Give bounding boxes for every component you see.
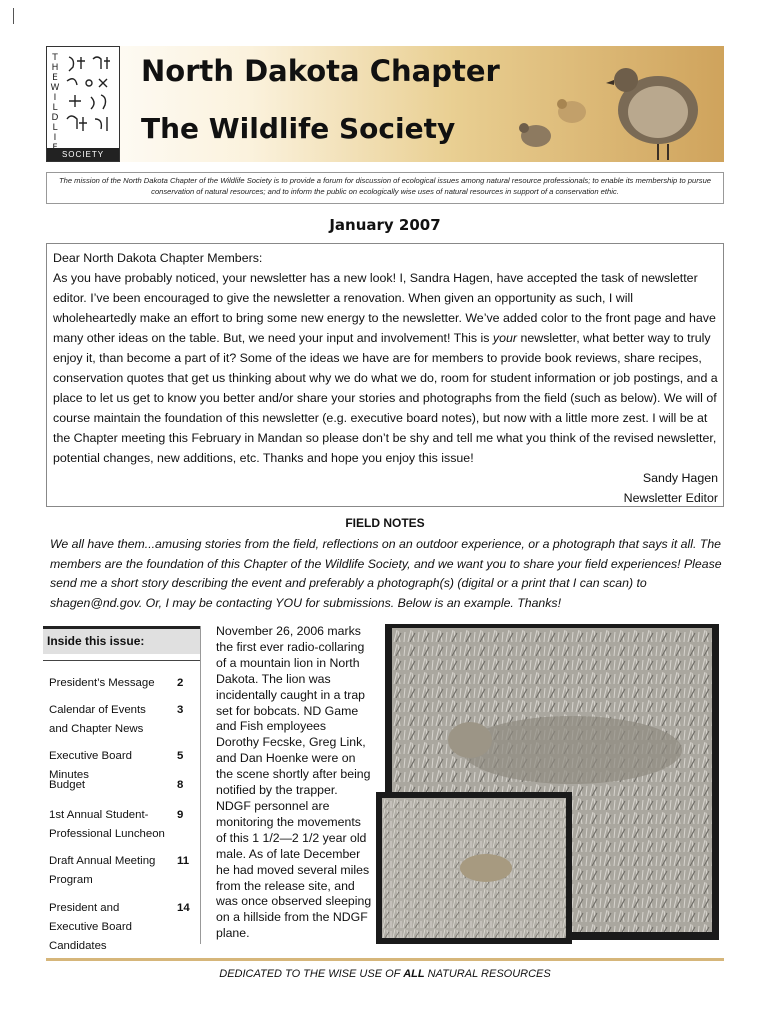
toc-item-page: 11 — [177, 855, 190, 867]
footer-slogan — [0, 968, 770, 980]
hieroglyph-icon — [61, 53, 117, 141]
letter-body — [53, 268, 718, 468]
letter-body-emphasis: your — [492, 331, 518, 345]
letter-body-part2: newsletter, what better way to truly enjoy it, than become a part of it? Some of the ideas we have are for members to provide book reviews, share recipes, conservation quotes that get us thinking about why we do what we do, room for student information or job postings, and a place to let us get to know you better and/or share your stories and photographs from the field (such as below). We will of course maintain the foundation of this newsletter (e.g. executive board notes), but now with a little more zest. I will be at the Chapter meeting this February in Mandan so please don’t be shy and tell me what you think of the revised newsletter, potential changes, new additions, etc. Thanks and hope you enjoy this issue! — [53, 331, 718, 465]
toc-item-page: 2 — [177, 677, 184, 689]
logo-letter: I — [53, 93, 57, 103]
mission-statement: The mission of the North Dakota Chapter of the Wildlife Society is to provide a forum for discussion of ecological issues among natural resource professionals; to enable its membership to pursue conservation of natural resources; and to inform the public on ecologically wise uses of natural resources in support of a conservation ethic. — [46, 172, 724, 204]
toc-item-page: 3 — [177, 704, 184, 716]
footer-slogan-part2: NATURAL RESOURCES — [424, 968, 551, 980]
editor-letter — [46, 243, 724, 507]
logo-letters — [50, 53, 60, 163]
footer-slogan-part1: DEDICATED TO THE WISE USE OF — [219, 968, 404, 980]
grouse-illustration-icon — [508, 50, 724, 162]
toc-item-label: Draft Annual Meeting Program — [49, 855, 156, 886]
mountain-lion-photo-inset — [382, 798, 566, 938]
toc-heading: Inside this issue: — [43, 626, 200, 654]
signature-name: Sandy Hagen — [642, 471, 718, 485]
logo-society-text: SOCIETY — [47, 148, 119, 161]
logo-letter: I — [53, 133, 57, 143]
field-notes-heading: FIELD NOTES — [345, 516, 425, 530]
letter-body-part1: As you have probably noticed, your newsletter has a new look! I, Sandra Hagen, have accepted the task of newsletter editor. I’ve been encouraged to give the newsletter a renovation. When given an opportunity as such, I will wholeheartedly make an effort to bring some new energy to the newsletter. We’ve added color to the front page and have many other ideas on the table. But, we need your input and involvement! This is — [53, 271, 716, 345]
logo-letter: T — [52, 53, 58, 63]
toc-item-label: President and Executive Board Candidates — [49, 902, 132, 952]
logo-letter: H — [51, 63, 59, 73]
masthead-title-line2: The Wildlife Society — [141, 112, 456, 145]
toc-divider — [43, 660, 200, 661]
society-logo — [46, 46, 120, 162]
toc-item-page: 14 — [177, 902, 190, 914]
toc-item-page: 9 — [177, 809, 184, 821]
logo-letter: L — [52, 123, 58, 133]
signature-title: Newsletter Editor — [623, 491, 718, 505]
field-notes-intro: We all have them...amusing stories from the field, reflections on an outdoor experience, or a photograph that says it all. The members are the foundation of this Chapter of the Wildlife Society, and we want you to share your field experiences! Please send me a short story describing the event and preferably a photograph(s) (digital or a print that I can scan) to shagen@nd.gov. Or, I may be contacting YOU for submissions. Below is an example. Thanks! — [50, 537, 722, 610]
toc-item-page: 5 — [177, 750, 184, 762]
mountain-lion-story: November 26, 2006 marks the first ever radio-collaring of a mountain lion in North Dakota. The lion was incidentally caught in a trap set for bobcats. ND Game and Fish employees Dorothy Fecske, Greg Link, and Dan Hoenke were on the scene shortly after being notified by the trapper. NDGF personnel are monitoring the movements of this 1 1/2—2 1/2 year old male. As of late December he had moved several miles from the release site, and was once observed sleeping on a hillside from the NDGF plane. — [216, 624, 372, 941]
toc-item-label: Executive Board Minutes — [49, 750, 132, 781]
issue-date: January 2007 — [329, 216, 441, 234]
footer-slogan-emphasis: ALL — [403, 968, 425, 980]
corner-mark — [13, 8, 14, 24]
toc-item-label: President’s Message — [49, 677, 155, 689]
logo-letter: W — [50, 83, 60, 93]
logo-letter: D — [51, 113, 59, 123]
toc-item-label: 1st Annual Student-Professional Luncheon — [49, 809, 165, 840]
letter-greeting: Dear North Dakota Chapter Members: — [53, 251, 263, 265]
toc-item-label: Budget — [49, 779, 86, 791]
logo-letter: L — [52, 103, 58, 113]
toc-item-page: 8 — [177, 779, 184, 791]
logo-letter: E — [52, 73, 58, 83]
inside-this-issue — [43, 626, 201, 952]
toc-item-label: Calendar of Events and Chapter News — [49, 704, 146, 735]
footer-rule — [46, 958, 724, 961]
masthead-title-line1: North Dakota Chapter — [141, 54, 500, 88]
